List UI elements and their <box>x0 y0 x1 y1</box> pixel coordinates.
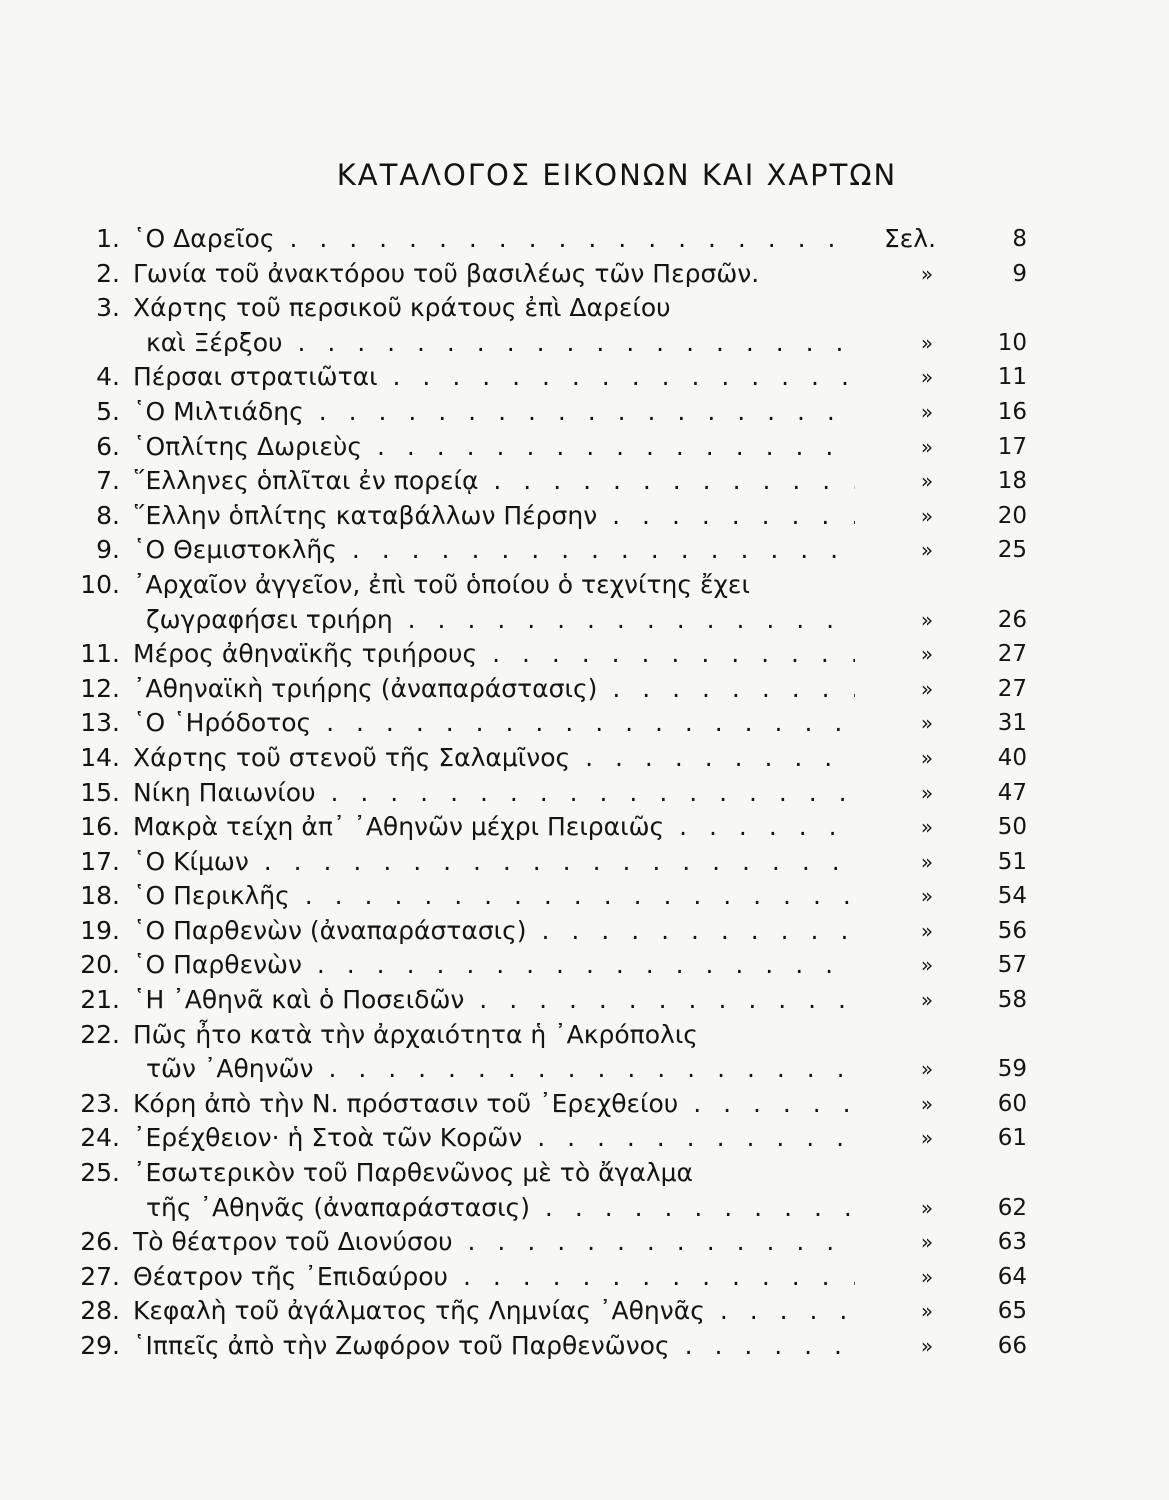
page-marker: » <box>920 642 934 667</box>
entry-number: 21. <box>80 985 120 1015</box>
entry-title: ῾Ιππεῖς ἀπὸ τὴν Ζωφόρον τοῦ Παρθενῶνος . . . <box>133 1329 855 1364</box>
page-number: 9 <box>1012 260 1027 287</box>
page-marker: » <box>920 1195 934 1220</box>
list-item <box>0 706 1169 741</box>
page-marker: » <box>920 953 934 978</box>
page-marker: » <box>920 815 934 840</box>
page-marker: » <box>920 711 934 736</box>
list-item <box>0 637 1169 672</box>
entry-title: ῾Ο Παρθενὼν . . . <box>133 948 855 983</box>
list-item <box>0 1191 1169 1226</box>
page-number: 58 <box>997 987 1027 1014</box>
entry-title: ᾿Ερέχθειον· ἡ Στοὰ τῶν Κορῶν . . . <box>133 1121 855 1156</box>
page-marker: » <box>920 918 934 943</box>
page-number: 51 <box>997 848 1027 875</box>
entry-title: ῾Ο Μιλτιάδης . . . <box>133 395 855 430</box>
list-item <box>0 983 1169 1018</box>
page-number: 20 <box>997 502 1027 529</box>
entry-number: 20. <box>80 950 120 980</box>
list-item <box>0 430 1169 465</box>
list-item <box>0 914 1169 949</box>
entry-title: ᾿Αθηναϊκὴ τριήρης (ἀναπαράστασις) . . . <box>133 672 855 707</box>
entry-number: 17. <box>80 846 120 876</box>
entry-title: ῾Ο Περικλῆς . . . <box>133 879 855 914</box>
page-number: 64 <box>997 1263 1027 1290</box>
page-marker: » <box>920 538 934 563</box>
entry-title: Μακρὰ τείχη ἀπ᾿ ᾿Αθηνῶν μέχρι Πειραιῶς . . . <box>133 810 855 845</box>
page-number: 66 <box>997 1333 1027 1359</box>
entry-number: 2. <box>96 258 120 288</box>
page-number: 17 <box>997 433 1027 460</box>
list-item <box>0 568 1169 603</box>
page-marker: » <box>920 1057 934 1082</box>
page-number: 62 <box>997 1194 1027 1221</box>
entry-number: 19. <box>80 915 120 945</box>
entry-number: 26. <box>80 1227 120 1257</box>
page-number: 27 <box>997 675 1027 702</box>
page-marker: » <box>920 849 934 874</box>
page-marker: » <box>920 330 934 355</box>
entry-number: 27. <box>80 1261 120 1291</box>
list-item <box>0 1260 1169 1295</box>
page-number: 47 <box>997 779 1027 806</box>
entry-number: 29. <box>80 1331 120 1360</box>
page-number: 18 <box>997 468 1027 495</box>
list-item <box>0 360 1169 395</box>
entry-number: 25. <box>80 1158 120 1188</box>
page-marker: » <box>920 676 934 701</box>
entry-title: ῞Ελληνες ὁπλῖται ἐν πορείᾳ . . . <box>133 464 855 499</box>
entry-title: ῾Ο Θεμιστοκλῆς . . . <box>133 533 855 568</box>
entry-title: Κεφαλὴ τοῦ ἀγάλματος τῆς Λημνίας ᾿Αθηνᾶς . . . <box>133 1294 855 1329</box>
page-number: 61 <box>997 1125 1027 1152</box>
entry-title: Πέρσαι στρατιῶται . . . <box>133 360 855 395</box>
entry-number: 4. <box>96 362 120 392</box>
entry-number: 6. <box>96 431 120 461</box>
entry-number: 11. <box>80 639 120 669</box>
list-item <box>0 1294 1169 1329</box>
entry-number: 28. <box>80 1296 120 1326</box>
entry-title: Χάρτης τοῦ στενοῦ τῆς Σαλαμῖνος . . . <box>133 741 855 776</box>
entry-title: καὶ Ξέρξου . . . <box>146 326 855 361</box>
page-marker: » <box>920 988 934 1013</box>
entry-title: ζωγραφήσει τριήρη . . . <box>146 603 855 638</box>
list-item <box>0 533 1169 568</box>
page-marker: » <box>920 434 934 459</box>
page-number: 60 <box>997 1090 1027 1117</box>
entry-title: ῾Η ᾿Αθηνᾶ καὶ ὁ Ποσειδῶν . . . <box>133 983 855 1018</box>
entry-title: Νίκη Παιωνίου . . . <box>133 776 855 811</box>
title-text: ΚΑΤΑΛΟΓΟΣ ΕΙΚΟΝΩΝ ΚΑΙ ΧΑΡΤΩΝ <box>336 158 898 192</box>
entry-number: 24. <box>80 1123 120 1153</box>
list-item <box>0 1121 1169 1156</box>
page-number: 65 <box>997 1298 1027 1325</box>
list-item <box>0 1225 1169 1260</box>
list-item <box>0 291 1169 326</box>
entry-title: Κόρη ἀπὸ τὴν Ν. πρόστασιν τοῦ ᾿Ερεχθείου . . . <box>133 1087 855 1122</box>
entry-number: 5. <box>96 396 120 426</box>
page-marker: » <box>920 745 934 770</box>
entry-number: 7. <box>96 466 120 496</box>
entry-title: Χάρτης τοῦ περσικοῦ κράτους ἐπὶ Δαρείου <box>133 293 671 323</box>
list-item <box>0 879 1169 914</box>
list-item <box>0 776 1169 811</box>
list-item <box>0 1052 1169 1087</box>
page-number: 59 <box>997 1056 1027 1083</box>
list-item <box>0 810 1169 845</box>
entry-number: 15. <box>80 777 120 807</box>
entry-title: ᾿Αρχαῖον ἀγγεῖον, ἐπὶ τοῦ ὁποίου ὁ τεχνίτης ἔχει <box>133 569 750 599</box>
page-marker: » <box>920 780 934 805</box>
list-item <box>0 1156 1169 1191</box>
list-item <box>0 741 1169 776</box>
page-number: 16 <box>997 398 1027 425</box>
entry-number: 16. <box>80 812 120 842</box>
figure-list <box>0 222 1169 1364</box>
page-number: 10 <box>997 329 1027 356</box>
page-marker: » <box>920 1334 934 1358</box>
page-marker: » <box>920 399 934 424</box>
page-number: 50 <box>997 814 1027 841</box>
entry-number: 22. <box>80 1019 120 1049</box>
page-marker: » <box>920 503 934 528</box>
entry-number: 9. <box>96 535 120 565</box>
list-item <box>0 845 1169 880</box>
list-item <box>0 464 1169 499</box>
entry-title: Γωνία τοῦ ἀνακτόρου τοῦ βασιλέως τῶν Περσῶν. <box>133 258 760 288</box>
entry-title: ῾Ο Κίμων . . . <box>133 845 855 880</box>
entry-title: Τὸ θέατρον τοῦ Διονύσου . . . <box>133 1225 855 1260</box>
page-marker: » <box>920 1264 934 1289</box>
entry-title: τῆς ᾿Αθηνᾶς (ἀναπαράστασις) . . . <box>146 1191 855 1226</box>
page-marker: » <box>920 607 934 632</box>
entry-title: ῾Ο Παρθενὼν (ἀναπαράστασις) . . . <box>133 914 855 949</box>
page-marker: » <box>920 1091 934 1116</box>
list-item <box>0 1087 1169 1122</box>
list-item <box>0 395 1169 430</box>
entry-title: ῾Οπλίτης Δωριεὺς . . . <box>133 430 855 465</box>
entry-title: ῾Ο Δαρεῖος . . . <box>133 222 855 257</box>
list-item <box>0 948 1169 983</box>
list-item <box>0 326 1169 361</box>
list-item <box>0 257 1169 292</box>
page-number: 56 <box>997 917 1027 944</box>
entry-number: 1. <box>96 224 120 253</box>
page-marker: » <box>920 469 934 494</box>
page-marker: » <box>920 1126 934 1151</box>
entry-number: 8. <box>96 500 120 530</box>
entry-number: 10. <box>80 569 120 599</box>
entry-number: 14. <box>80 742 120 772</box>
entry-title: ῞Ελλην ὁπλίτης καταβάλλων Πέρσην . . . <box>133 499 855 534</box>
page-number: 54 <box>997 883 1027 910</box>
list-item <box>0 499 1169 534</box>
page-number: 26 <box>997 606 1027 633</box>
page-number: 27 <box>997 641 1027 668</box>
list-item <box>0 603 1169 638</box>
entry-title: ῾Ο ῾Ηρόδοτος . . . <box>133 706 855 741</box>
page-marker: Σελ. <box>884 224 937 253</box>
list-item <box>0 222 1169 257</box>
page-marker: » <box>920 884 934 909</box>
page-number: 40 <box>997 744 1027 771</box>
page-number: 25 <box>997 537 1027 564</box>
page-marker: » <box>920 1230 934 1255</box>
entry-number: 23. <box>80 1088 120 1118</box>
entry-number: 3. <box>96 293 120 323</box>
entry-number: 12. <box>80 673 120 703</box>
page-marker: » <box>920 365 934 390</box>
page-number: 63 <box>997 1229 1027 1256</box>
entry-title: Θέατρον τῆς ᾿Επιδαύρου . . . <box>133 1260 855 1295</box>
page-title <box>0 158 1169 192</box>
entry-title: Μέρος ἀθηναϊκῆς τριήρους . . . <box>133 637 855 672</box>
entry-title: ᾿Εσωτερικὸν τοῦ Παρθενῶνος μὲ τὸ ἄγαλμα <box>133 1158 693 1188</box>
page-number: 31 <box>997 710 1027 737</box>
entry-title: Πῶς ἦτο κατὰ τὴν ἀρχαιότητα ἡ ᾿Ακρόπολις <box>133 1019 698 1049</box>
list-item <box>0 1018 1169 1053</box>
entry-number: 13. <box>80 708 120 738</box>
entry-title: τῶν ᾿Αθηνῶν . . . <box>146 1052 855 1087</box>
list-item <box>0 1329 1169 1364</box>
list-item <box>0 672 1169 707</box>
page-number: 57 <box>997 952 1027 979</box>
page-number: 8 <box>1012 226 1027 252</box>
page-marker: » <box>920 1299 934 1324</box>
entry-number: 18. <box>80 881 120 911</box>
page-marker: » <box>920 261 934 286</box>
page-number: 11 <box>997 364 1027 391</box>
